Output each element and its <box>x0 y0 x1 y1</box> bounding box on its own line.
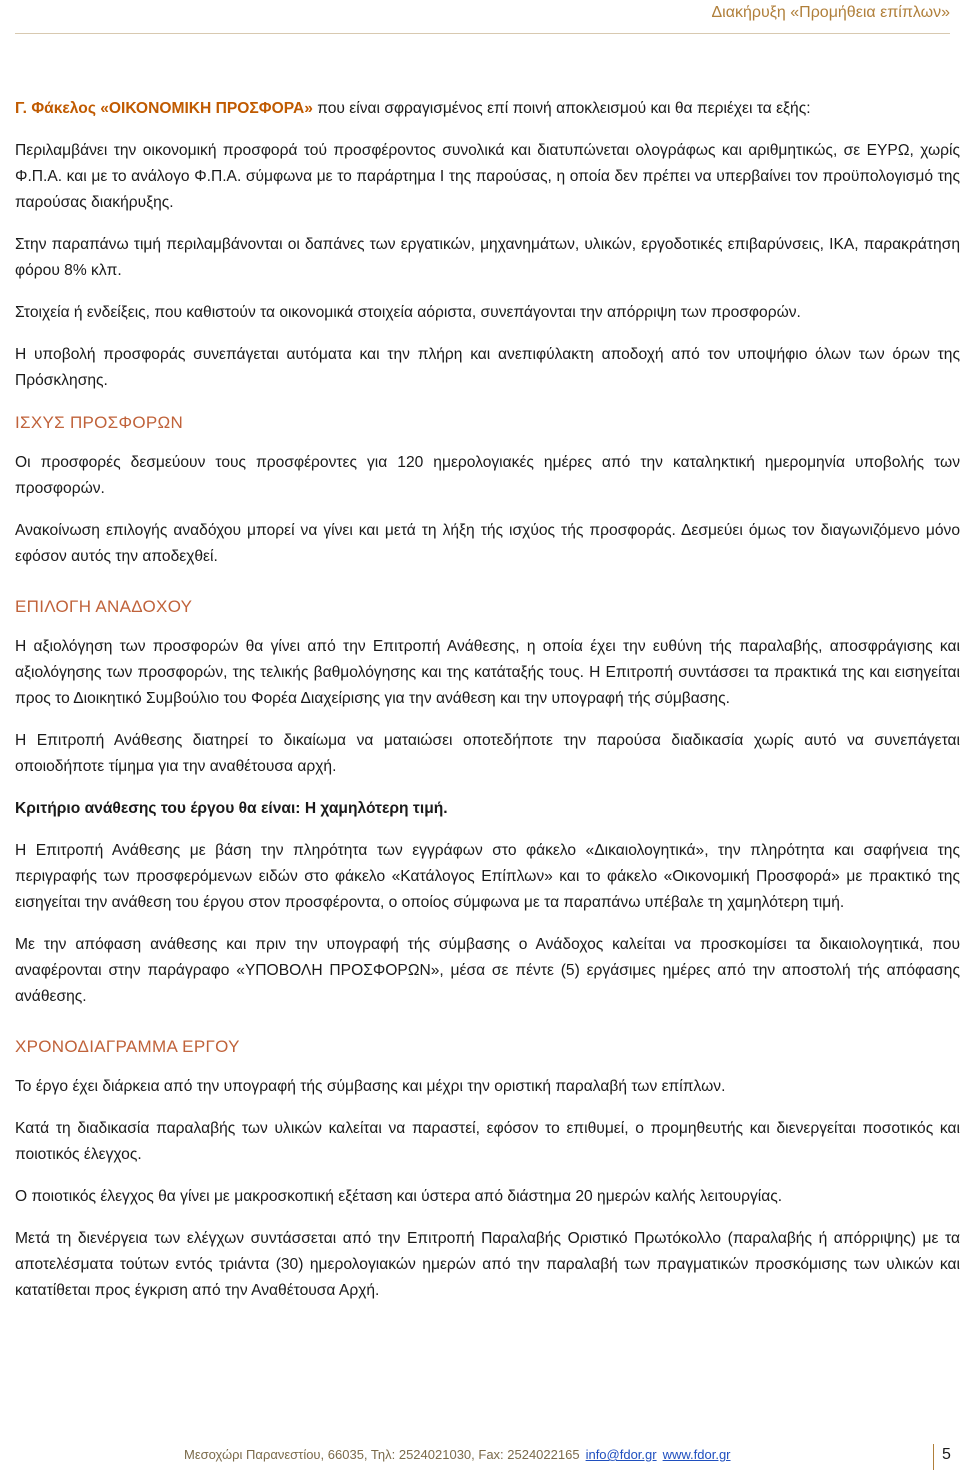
paragraph-vague-data: Στοιχεία ή ενδείξεις, που καθιστούν τα οικονομικά στοιχεία αόριστα, συνεπάγονται την απόρριψη των προσφορών. <box>15 304 801 321</box>
running-header-title: Διακήρυξη «Προμήθεια επίπλων» <box>711 4 950 21</box>
paragraph-validity-period: Οι προσφορές δεσμεύουν τους προσφέροντες για 120 ημερολογιακές ημέρες από την καταληκτική ημερομηνία υποβολής των προσφορών. <box>15 454 960 497</box>
paragraph-cancellation-right: Η Επιτροπή Ανάθεσης διατηρεί το δικαίωμα να ματαιώσει οποτεδήποτε την παρούσα διαδικασία χωρίς αυτό να συνεπάγεται οποιοδήποτε τίμημα για την αναθέτουσα αρχή. <box>15 732 960 775</box>
header-divider <box>15 33 950 34</box>
footer-email-link[interactable]: info@fdor.gr <box>585 1447 657 1462</box>
paragraph-duration: Το έργο έχει διάρκεια από την υπογραφή τής σύμβασης και μέχρι την οριστική παραλαβή των επίπλων. <box>15 1078 726 1095</box>
paragraph-quality-control: Ο ποιοτικός έλεγχος θα γίνει με μακροσκοπική εξέταση και ύστερα από διάστημα 20 ημερών καλής λειτουργίας. <box>15 1188 783 1205</box>
envelope-c-description: που είναι σφραγισμένος επί ποινή αποκλεισμού και θα περιέχει τα εξής: <box>312 100 811 117</box>
heading-contractor-selection: ΕΠΙΛΟΓΗ ΑΝΑΔΟΧΟΥ <box>15 597 193 616</box>
paragraph-acceptance: Η υποβολή προσφοράς συνεπάγεται αυτόματα και την πλήρη και ανεπιφύλακτη αποδοχή από τον υποψήφιο όλων των όρων της Πρόσκλησης. <box>15 346 960 389</box>
paragraph-evaluation: Η αξιολόγηση των προσφορών θα γίνει από την Επιτροπή Ανάθεσης, η οποία έχει την ευθύνη τής παραλαβής, αποσφράγισης και αξιολόγησης των προσφορών, της τελικής βαθμολόγησης και της κατάταξής τους. Η Επιτροπή συντάσσει τα πρακτικά της και εισηγείται προς το Διοικητικό Συμβούλιο του Φορέα Διαχείρισης για την ανάθεση και την υπογραφή τής σύμβασης. <box>15 638 960 707</box>
page-footer <box>0 1440 960 1474</box>
paragraph-documents-submission: Με την απόφαση ανάθεσης και πριν την υπογραφή τής σύμβασης ο Ανάδοχος καλείται να προσκομίσει τα δικαιολογητικά, που αναφέρονται στην παράγραφο «ΥΠΟΒΟΛΗ ΠΡΟΣΦΟΡΩΝ», μέσα σε πέντε (5) εργάσιμες ημέρες από την αποστολή τής απόφασης ανάθεσης. <box>15 936 960 1005</box>
page-number: 5 <box>942 1446 951 1463</box>
paragraph-selection-announcement: Ανακοίνωση επιλογής αναδόχου μπορεί να γίνει και μετά τη λήξη τής ισχύος τής προσφοράς. Δεσμεύει όμως τον διαγωνιζόμενο μόνο εφόσον αυτός την αποδεχθεί. <box>15 522 960 565</box>
envelope-c-intro <box>15 96 960 122</box>
heading-offer-validity: ΙΣΧΥΣ ΠΡΟΣΦΟΡΩΝ <box>15 413 184 432</box>
footer-divider <box>933 1444 934 1470</box>
paragraph-financial-offer: Περιλαμβάνει την οικονομική προσφορά τού προσφέροντος συνολικά και διατυπώνεται ολογράφως και αριθμητικώς, σε ΕΥΡΩ, χωρίς Φ.Π.Α. και με το ανάλογο Φ.Π.Α. σύμφωνα με το παράρτημα Ι της παρούσας, η οποία δεν πρέπει να υπερβαίνει τον προϋπολογισμό της παρούσας διακήρυξης. <box>15 142 960 211</box>
envelope-c-title: Γ. Φάκελος «ΟΙΚΟΝΟΜΙΚΗ ΠΡΟΣΦΟΡΑ» <box>15 100 313 117</box>
paragraph-committee-recommendation: Η Επιτροπή Ανάθεσης με βάση την πληρότητα των εγγράφων στο φάκελο «Δικαιολογητικά», την πληρότητα και σαφήνεια της περιγραφής των προσφερόμενων ειδών στο φάκελο «Κατάλογος Επίπλων» και το φάκελο «Οικονομική Προσφορά» με πρακτικό της εισηγείται την ανάθεση του έργου στον προσφέροντα, ο οποίος σύμφωνα με τα παραπάνω υπέβαλε τη χαμηλότερη τιμή. <box>15 842 960 911</box>
paragraph-costs-included: Στην παραπάνω τιμή περιλαμβάνονται οι δαπάνες των εργατικών, μηχανημάτων, υλικών, εργοδοτικές επιβαρύνσεις, ΙΚΑ, παρακράτηση φόρου 8% κλπ. <box>15 236 960 279</box>
paragraph-receipt-procedure: Κατά τη διαδικασία παραλαβής των υλικών καλείται να παραστεί, εφόσον το επιθυμεί, ο προμηθευτής και διενεργείται ποσοτικός και ποιοτικός έλεγχος. <box>15 1120 960 1163</box>
footer-address: Μεσοχώρι Παρανεστίου, 66035, Τηλ: 2524021030, Fax: 2524022165 <box>184 1447 580 1462</box>
page-body <box>15 96 960 1320</box>
award-criterion: Κριτήριο ανάθεσης του έργου θα είναι: Η χαμηλότερη τιμή. <box>15 800 448 817</box>
paragraph-final-protocol: Μετά τη διενέργεια των ελέγχων συντάσσεται από την Επιτροπή Παραλαβής Οριστικό Πρωτόκολλο (παραλαβής ή απόρριψης) με τα αποτελέσματα τούτων εντός τριάντα (30) ημερολογιακών ημερών από την παραλαβή των πραγματικών προσκόμισης των υλικών και κατατίθεται προς έγκριση από την Αναθέτουσα Αρχή. <box>15 1230 960 1299</box>
heading-project-schedule: ΧΡΟΝΟΔΙΑΓΡΑΜΜΑ ΕΡΓΟΥ <box>15 1037 240 1056</box>
footer-contact <box>184 1447 731 1462</box>
footer-website-link[interactable]: www.fdor.gr <box>662 1447 731 1462</box>
